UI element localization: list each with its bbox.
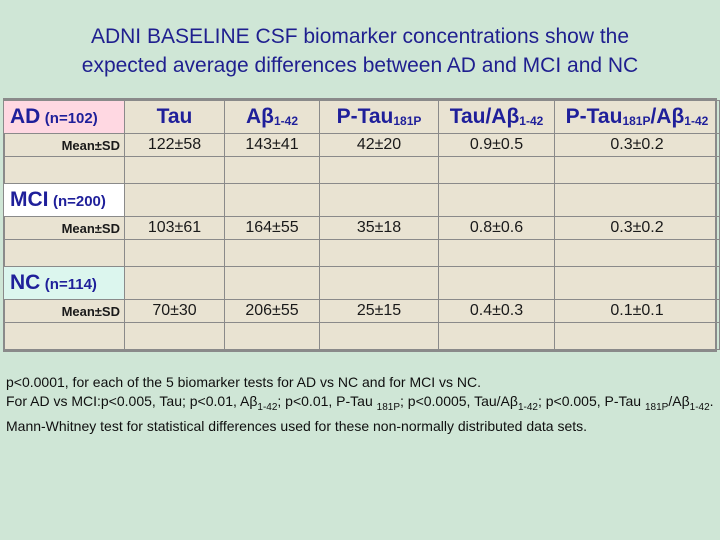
row-label-ad: Mean±SD — [4, 134, 125, 157]
col-header-tau-abeta: Tau/$A\beta_{1-42}$ — [439, 101, 555, 134]
spacer-row — [4, 157, 720, 184]
cell-mci-ptau-abeta: 0.3±0.2 — [555, 217, 720, 240]
col-header-ptau-abeta: $P-Tau_{181P}/A\beta_{1-42}$ — [555, 101, 720, 134]
note-method: Mann-Whitney test for statistical differences used for these non-normally distributed data sets. — [6, 417, 588, 434]
cell-nc-tau-abeta: 0.4±0.3 — [439, 300, 555, 323]
cell-nc-tau: 70±30 — [125, 300, 225, 323]
slide-title — [0, 22, 720, 80]
col-header-ptau: P-Tau$_{181P}$ — [320, 101, 439, 134]
header-row-nc — [4, 267, 720, 300]
group-label-nc: NC (n=114) — [4, 267, 125, 300]
row-label-mci: Mean±SD — [4, 217, 125, 240]
note-significance: p<0.0001, for each of the 5 biomarker tests for AD vs NC and for MCI vs NC. — [6, 374, 482, 390]
col-header-abeta: $A\beta_{1-42}$ — [225, 101, 320, 134]
cell-ad-abeta: 143±41 — [225, 134, 320, 157]
table-row — [4, 300, 720, 323]
cell-nc-ptau-abeta: 0.1±0.1 — [555, 300, 720, 323]
table-row — [4, 134, 720, 157]
header-row-ad — [4, 101, 720, 134]
spacer-row — [4, 240, 720, 267]
col-header-tau: Tau — [125, 101, 225, 134]
title-line-1: ADNI BASELINE CSF biomarker concentrations show the — [90, 25, 630, 48]
group-label-mci: MCI (n=200) — [4, 184, 125, 217]
note-ad-vs-mci: For AD vs MCI:p<0.005, Tau; p<0.01, $A\beta_{1-42}$; p<0.01, P-Tau $_{181P}$; p<0.0005, Tau/$A\beta_{1-42}$; p<0.005, P-Tau $_{181P}/A\beta_{1-42}$. — [6, 393, 714, 413]
header-row-mci — [4, 184, 720, 217]
cell-ad-ptau: 42±20 — [320, 134, 439, 157]
group-label-ad: AD (n=102) — [4, 101, 125, 134]
cell-mci-tau-abeta: 0.8±0.6 — [439, 217, 555, 240]
cell-nc-abeta: 206±55 — [225, 300, 320, 323]
cell-mci-tau: 103±61 — [125, 217, 225, 240]
cell-mci-ptau: 35±18 — [320, 217, 439, 240]
spacer-row — [4, 323, 720, 350]
footnotes — [6, 373, 714, 436]
cell-ad-tau: 122±58 — [125, 134, 225, 157]
biomarker-table-frame — [3, 98, 717, 352]
cell-nc-ptau: 25±15 — [320, 300, 439, 323]
cell-ad-ptau-abeta: 0.3±0.2 — [555, 134, 720, 157]
title-line-2: expected average differences between AD and MCI and NC — [81, 54, 639, 77]
row-label-nc: Mean±SD — [4, 300, 125, 323]
cell-mci-abeta: 164±55 — [225, 217, 320, 240]
table-row — [4, 217, 720, 240]
biomarker-table — [3, 100, 720, 350]
cell-ad-tau-abeta: 0.9±0.5 — [439, 134, 555, 157]
